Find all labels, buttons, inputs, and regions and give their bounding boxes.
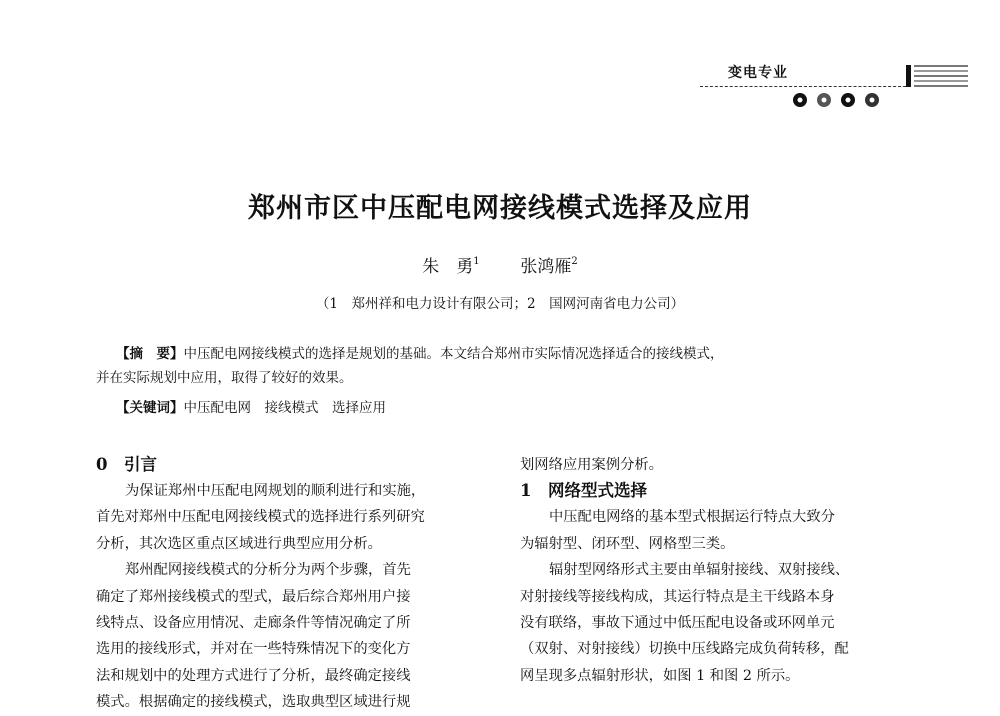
body-line: 没有联络，事故下通过中低压配电设备或环网单元: [520, 615, 835, 632]
body-line: 为保证郑州中压配电网规划的顺利进行和实施，: [125, 483, 426, 499]
left-column: [96, 452, 496, 716]
author-name: 张鸿雁: [520, 257, 572, 277]
header-dashed-rule: [700, 86, 906, 87]
abstract-text: 中压配电网接线模式的选择是规划的基础。本文结合郑州市实际情况选择适合的接线模式，: [183, 346, 724, 362]
body-line: 郑州配网接线模式的分析分为两个步骤，首先: [125, 562, 411, 579]
keywords: [116, 396, 916, 420]
body-line: 模式。根据确定的接线模式，选取典型区域进行规: [96, 694, 411, 711]
body-line: 对射接线等接线构成，其运行特点是主干线路本身: [520, 588, 835, 605]
section-heading: 1 网络型式选择: [520, 481, 647, 501]
author-name: 朱 勇: [422, 257, 474, 277]
paper-title: 郑州市区中压配电网接线模式选择及应用: [248, 193, 752, 224]
abstract: [96, 342, 916, 390]
body-line: （双射、对射接线）切换中压线路完成负荷转移，配: [520, 641, 849, 658]
body-line: 为辐射型、闭环型、网格型三类。: [520, 535, 735, 552]
body-line: 划网络应用案例分析。: [520, 457, 663, 473]
author-affiliation-mark: 1: [473, 256, 480, 267]
keywords-label: 【关键词】: [116, 400, 184, 416]
author-line: [0, 252, 1000, 277]
right-column: [520, 452, 920, 689]
abstract-label: 【摘 要】: [116, 346, 184, 362]
body-line: 辐射型网络形式主要由单辐射接线、双射接线、: [549, 562, 850, 579]
author-affiliation-mark: 2: [571, 256, 578, 267]
abstract-text: 并在实际规划中应用，取得了较好的效果。: [96, 370, 353, 386]
affiliations: （1 郑州祥和电力设计有限公司；2 国网河南省电力公司）: [315, 296, 685, 312]
body-line: 分析，其次选区重点区域进行典型应用分析。: [96, 535, 382, 552]
body-line: 网呈现多点辐射形状，如图 1 和图 2 所示。: [520, 667, 800, 684]
body-line: 中压配电网络的基本型式根据运行特点大致分: [549, 509, 835, 526]
section-label: 变电专业: [728, 65, 788, 81]
header-block-decoration: [906, 63, 968, 89]
body-line: 选用的接线形式，并对在一些特殊情况下的变化方: [96, 641, 411, 658]
body-line: 确定了郑州接线模式的型式，最后综合郑州用户接: [96, 588, 411, 605]
header-ornament-icon: [790, 92, 886, 108]
keywords-text: 中压配电网 接线模式 选择应用: [183, 400, 386, 416]
body-line: 线特点、设备应用情况、走廊条件等情况确定了所: [96, 615, 411, 632]
body-line: 首先对郑州中压配电网接线模式的选择进行系列研究: [96, 509, 425, 526]
body-line: 法和规划中的处理方式进行了分析，最终确定接线: [96, 667, 411, 684]
section-heading: 0 引言: [96, 455, 157, 474]
